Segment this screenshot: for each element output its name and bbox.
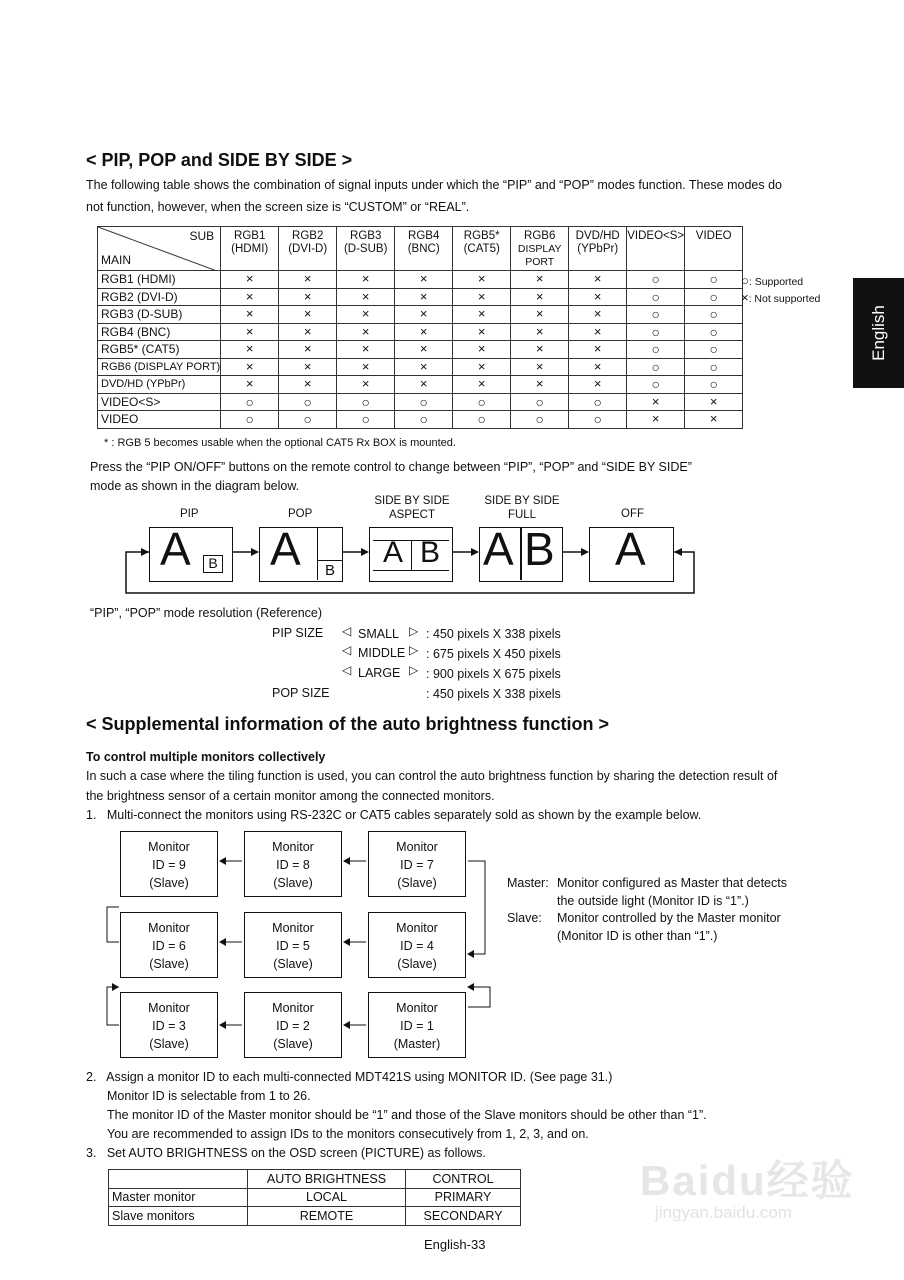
sbs-aspect-letter-a: A — [383, 536, 404, 569]
para-line-2: the brightness sensor of a certain monitor among the connected monitors. — [86, 789, 495, 803]
row-label: RGB5* (CAT5) — [98, 341, 221, 359]
step-1: 1. Multi-connect the monitors using RS-232C or CAT5 cables separately sold as shown by the example below. — [86, 808, 702, 822]
not-supported-mark: × — [453, 271, 511, 289]
monitor-box — [368, 912, 466, 978]
step-2-line-2: Monitor ID is selectable from 1 to 26. — [107, 1089, 311, 1103]
supported-mark: ○ — [685, 341, 743, 359]
monitor-text: (Slave) — [149, 876, 189, 890]
table-row — [98, 341, 743, 359]
supported-mark: ○ — [685, 288, 743, 306]
table-header-row — [98, 227, 743, 271]
supported-mark: ○ — [627, 376, 685, 394]
not-supported-mark: × — [511, 323, 569, 341]
not-supported-mark: × — [453, 306, 511, 324]
resolution-list — [0, 623, 904, 705]
legend-supported: : Supported — [748, 276, 804, 288]
monitor-text: ID = 8 — [276, 858, 310, 872]
not-supported-mark: × — [511, 271, 569, 289]
monitor-box — [244, 992, 342, 1058]
press-line-1: Press the “PIP ON/OFF” buttons on the remote control to change between “PIP”, “POP” and “SIDE BY SIDE” — [90, 460, 692, 474]
not-supported-mark: × — [569, 358, 627, 376]
monitor-text: (Slave) — [149, 1037, 189, 1051]
not-supported-mark: × — [279, 358, 337, 376]
not-supported-mark: × — [279, 271, 337, 289]
monitor-box — [120, 992, 218, 1058]
master-desc-1: Monitor configured as Master that detects — [557, 876, 787, 890]
not-supported-mark: × — [511, 341, 569, 359]
section-title-pip: < PIP, POP and SIDE BY SIDE > — [86, 150, 353, 170]
legend — [741, 273, 820, 307]
not-supported-mark: × — [453, 323, 511, 341]
mode-pip-screen — [149, 523, 233, 582]
not-supported-mark: × — [569, 341, 627, 359]
column-header: RGB4 (BNC) — [395, 227, 453, 271]
watermark-url: jingyan.baidu.com — [655, 1203, 793, 1222]
not-supported-mark: × — [569, 323, 627, 341]
not-supported-mark: × — [511, 306, 569, 324]
not-supported-mark: × — [279, 341, 337, 359]
legend-not-supported: : Not supported — [748, 293, 821, 305]
row-label: DVD/HD (YPbPr) — [98, 376, 221, 394]
not-supported-mark: × — [685, 411, 743, 429]
supported-mark: ○ — [685, 323, 743, 341]
page-number: English-33 — [424, 1237, 486, 1252]
not-supported-mark: × — [221, 376, 279, 394]
supported-mark: ○ — [221, 393, 279, 411]
column-header: RGB1 (HDMI) — [221, 227, 279, 271]
supported-mark: ○ — [685, 376, 743, 394]
row-label: VIDEO<S> — [98, 393, 221, 411]
sbs-full-letter-b: B — [524, 523, 555, 575]
mode-pop-label: POP — [288, 508, 313, 520]
monitor-text: Monitor — [396, 921, 438, 935]
row-label-master: Master monitor — [109, 1188, 248, 1207]
not-supported-mark: × — [221, 306, 279, 324]
not-supported-mark: × — [395, 323, 453, 341]
not-supported-mark: × — [221, 341, 279, 359]
slave-desc-1: Monitor controlled by the Master monitor — [557, 911, 781, 925]
sbs-aspect-letter-b: B — [420, 536, 441, 569]
monitor-text: Monitor — [148, 1001, 190, 1015]
monitor-text: (Slave) — [273, 1037, 313, 1051]
monitor-text: ID = 9 — [152, 858, 186, 872]
monitor-text: Monitor — [396, 1001, 438, 1015]
column-header: RGB6 DISPLAY PORT — [511, 227, 569, 271]
large-value: : 900 pixels X 675 pixels — [426, 667, 561, 681]
intro-line-2: not function, however, when the screen size is “CUSTOM” or “REAL”. — [86, 200, 470, 214]
step-3: 3. Set AUTO BRIGHTNESS on the OSD screen (PICTURE) as follows. — [86, 1146, 486, 1160]
not-supported-mark: × — [221, 358, 279, 376]
supported-mark: ○ — [221, 411, 279, 429]
left-triangle-icon: ◁ — [342, 663, 352, 677]
not-supported-mark: × — [279, 323, 337, 341]
supported-mark: ○ — [685, 271, 743, 289]
supported-mark: ○ — [337, 411, 395, 429]
auto-brightness-table — [108, 1169, 521, 1226]
not-supported-mark: × — [279, 306, 337, 324]
sbs-full-letter-a: A — [483, 523, 514, 575]
not-supported-mark: × — [337, 288, 395, 306]
monitor-text: ID = 2 — [276, 1019, 310, 1033]
not-supported-mark: × — [453, 376, 511, 394]
table-corner-cell — [98, 227, 221, 271]
table-row — [109, 1188, 521, 1207]
small-value: : 450 pixels X 338 pixels — [426, 627, 561, 641]
small-label: SMALL — [358, 627, 399, 641]
table-row — [98, 376, 743, 394]
not-supported-mark: × — [337, 323, 395, 341]
not-supported-mark: × — [511, 288, 569, 306]
right-triangle-icon: ▷ — [409, 624, 419, 638]
supported-mark: ○ — [511, 411, 569, 429]
slave-label: Slave: — [507, 911, 542, 925]
col-header-control: CONTROL — [406, 1170, 521, 1189]
not-supported-mark: × — [569, 306, 627, 324]
monitor-text: ID = 5 — [276, 939, 310, 953]
not-supported-mark: × — [627, 411, 685, 429]
supported-mark: ○ — [453, 411, 511, 429]
not-supported-mark: × — [511, 376, 569, 394]
pop-value: : 450 pixels X 338 pixels — [426, 687, 561, 701]
supported-mark: ○ — [569, 411, 627, 429]
mode-off-label: OFF — [621, 508, 644, 520]
pop-size-label: POP SIZE — [272, 686, 330, 700]
not-supported-mark: × — [395, 341, 453, 359]
supported-mark: ○ — [627, 288, 685, 306]
row-label: RGB1 (HDMI) — [98, 271, 221, 289]
table-row — [109, 1170, 521, 1189]
not-supported-mark: × — [221, 288, 279, 306]
step-2-line-4: You are recommended to assign IDs to the monitors consecutively from 1, 2, 3, and on. — [107, 1127, 589, 1141]
row-label: VIDEO — [98, 411, 221, 429]
monitor-text: (Slave) — [273, 876, 313, 890]
mode-sbs-full-label: SIDE BY SIDE FULL — [484, 495, 560, 521]
supported-mark: ○ — [279, 411, 337, 429]
mode-pop-screen — [259, 523, 343, 582]
table-row — [98, 288, 743, 306]
corner-main-label: MAIN — [101, 253, 131, 267]
not-supported-mark: × — [453, 358, 511, 376]
para-line-1: In such a case where the tiling function is used, you can control the auto brightness function by sharing the detection result of — [86, 769, 778, 783]
step-2-line-3: The monitor ID of the Master monitor should be “1” and those of the Slave monitors should be other than “1”. — [107, 1108, 707, 1122]
left-triangle-icon: ◁ — [342, 643, 352, 657]
not-supported-mark: × — [279, 288, 337, 306]
right-triangle-icon: ▷ — [409, 643, 419, 657]
mode-sbs-aspect-screen — [369, 527, 453, 582]
monitor-box — [368, 831, 466, 897]
master-desc-2: the outside light (Monitor ID is “1”.) — [557, 894, 749, 908]
table-row — [109, 1207, 521, 1226]
signal-combination-table — [97, 226, 743, 429]
watermark-logo: Baidu经验 — [640, 1157, 855, 1204]
master-auto-brightness: LOCAL — [248, 1188, 406, 1207]
section-title-brightness: < Supplemental information of the auto brightness function > — [86, 714, 610, 734]
pip-letter-b: B — [203, 555, 223, 573]
step-2-line-1: 2. Assign a monitor ID to each multi-connected MDT421S using MONITOR ID. (See page 31.) — [86, 1070, 613, 1084]
supported-mark: ○ — [627, 306, 685, 324]
supported-mark: ○ — [569, 393, 627, 411]
row-label: RGB6 (DISPLAY PORT) — [98, 358, 221, 376]
monitor-text: (Slave) — [273, 957, 313, 971]
mode-sbs-aspect-label: SIDE BY SIDE ASPECT — [374, 495, 450, 521]
slave-auto-brightness: REMOTE — [248, 1207, 406, 1226]
not-supported-mark: × — [279, 376, 337, 394]
mode-sbs-full-screen — [479, 523, 563, 582]
master-control: PRIMARY — [406, 1188, 521, 1207]
row-label: RGB4 (BNC) — [98, 323, 221, 341]
supported-mark: ○ — [741, 273, 749, 288]
not-supported-mark: × — [685, 393, 743, 411]
table-row — [98, 306, 743, 324]
table-row — [98, 411, 743, 429]
column-header: RGB3 (D-SUB) — [337, 227, 395, 271]
not-supported-mark: × — [337, 376, 395, 394]
corner-sub-label: SUB — [189, 229, 215, 243]
right-triangle-icon: ▷ — [409, 663, 419, 677]
row-label: RGB2 (DVI-D) — [98, 288, 221, 306]
monitor-diagram — [0, 825, 904, 1065]
middle-label: MIDDLE — [358, 646, 406, 660]
monitor-text: (Slave) — [397, 876, 437, 890]
row-label: RGB3 (D-SUB) — [98, 306, 221, 324]
not-supported-mark: × — [511, 358, 569, 376]
not-supported-mark: × — [395, 306, 453, 324]
left-triangle-icon: ◁ — [342, 624, 352, 638]
footnote: * : RGB 5 becomes usable when the optional CAT5 Rx BOX is mounted. — [104, 437, 456, 449]
monitor-text: ID = 6 — [152, 939, 186, 953]
column-header: VIDEO — [685, 227, 743, 271]
not-supported-mark: × — [395, 358, 453, 376]
press-line-2: mode as shown in the diagram below. — [90, 479, 300, 493]
column-header: VIDEO<S> — [627, 227, 685, 271]
supported-mark: ○ — [627, 358, 685, 376]
monitor-text: ID = 4 — [400, 939, 434, 953]
supported-mark: ○ — [627, 323, 685, 341]
column-header: DVD/HD (YPbPr) — [569, 227, 627, 271]
not-supported-mark: × — [337, 341, 395, 359]
not-supported-mark: × — [569, 288, 627, 306]
not-supported-mark: × — [337, 358, 395, 376]
table-row — [98, 271, 743, 289]
slave-desc-2: (Monitor ID is other than “1”.) — [557, 929, 718, 943]
row-label-slave: Slave monitors — [109, 1207, 248, 1226]
language-tab-label: English — [868, 305, 888, 361]
subheading: To control multiple monitors collectively — [86, 750, 326, 764]
monitor-text: Monitor — [272, 1001, 314, 1015]
off-letter-a: A — [615, 523, 646, 575]
pip-letter-a: A — [160, 523, 191, 575]
monitor-text: Monitor — [272, 840, 314, 854]
monitor-box — [244, 831, 342, 897]
supported-mark: ○ — [279, 393, 337, 411]
monitor-box — [368, 992, 466, 1058]
monitor-box — [244, 912, 342, 978]
column-header: RGB2 (DVI-D) — [279, 227, 337, 271]
monitor-text: Monitor — [148, 840, 190, 854]
supported-mark: ○ — [511, 393, 569, 411]
column-header: RGB5* (CAT5) — [453, 227, 511, 271]
supported-mark: ○ — [453, 393, 511, 411]
language-tab — [853, 278, 904, 388]
mode-diagram — [0, 490, 904, 610]
monitor-text: ID = 7 — [400, 858, 434, 872]
monitor-text: ID = 3 — [152, 1019, 186, 1033]
supported-mark: ○ — [627, 271, 685, 289]
supported-mark: ○ — [337, 393, 395, 411]
monitor-text: ID = 1 — [400, 1019, 434, 1033]
not-supported-mark: × — [221, 323, 279, 341]
col-header-auto-brightness: AUTO BRIGHTNESS — [248, 1170, 406, 1189]
monitor-text: Monitor — [272, 921, 314, 935]
large-label: LARGE — [358, 666, 401, 680]
pop-letter-a: A — [270, 523, 301, 575]
monitor-text: (Slave) — [149, 957, 189, 971]
not-supported-mark: × — [395, 376, 453, 394]
not-supported-mark: × — [627, 393, 685, 411]
pip-size-label: PIP SIZE — [272, 626, 324, 640]
middle-value: : 675 pixels X 450 pixels — [426, 647, 561, 661]
not-supported-mark: × — [221, 271, 279, 289]
monitor-text: (Master) — [393, 1037, 441, 1051]
monitor-text: Monitor — [148, 921, 190, 935]
table-row — [98, 393, 743, 411]
not-supported-mark: × — [395, 288, 453, 306]
monitor-text: (Slave) — [397, 957, 437, 971]
table-row — [98, 323, 743, 341]
table-row — [98, 358, 743, 376]
not-supported-mark: × — [337, 306, 395, 324]
master-label: Master: — [507, 876, 549, 890]
monitor-box — [120, 831, 218, 897]
intro-line-1: The following table shows the combination of signal inputs under which the “PIP” and “POP” modes function. These modes do — [86, 178, 782, 192]
not-supported-mark: × — [337, 271, 395, 289]
supported-mark: ○ — [685, 306, 743, 324]
mode-off-screen — [589, 523, 674, 582]
supported-mark: ○ — [627, 341, 685, 359]
not-supported-mark: × — [453, 288, 511, 306]
not-supported-mark: × — [569, 271, 627, 289]
supported-mark: ○ — [395, 393, 453, 411]
not-supported-mark: × — [741, 290, 749, 305]
pop-letter-b: B — [318, 560, 342, 580]
slave-control: SECONDARY — [406, 1207, 521, 1226]
monitor-text: Monitor — [396, 840, 438, 854]
not-supported-mark: × — [395, 271, 453, 289]
mode-pip-label: PIP — [180, 508, 199, 520]
supported-mark: ○ — [395, 411, 453, 429]
not-supported-mark: × — [569, 376, 627, 394]
not-supported-mark: × — [453, 341, 511, 359]
supported-mark: ○ — [685, 358, 743, 376]
monitor-box — [120, 912, 218, 978]
resolution-title: “PIP”, “POP” mode resolution (Reference) — [90, 606, 323, 620]
